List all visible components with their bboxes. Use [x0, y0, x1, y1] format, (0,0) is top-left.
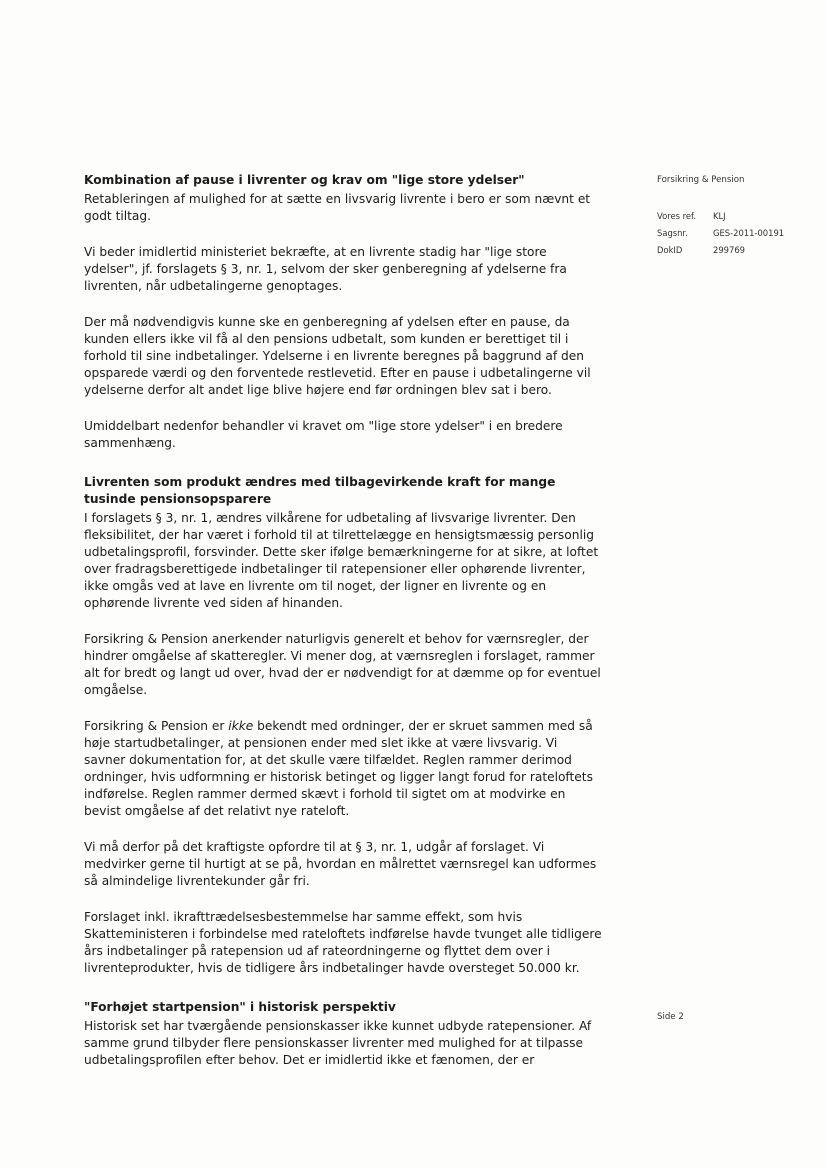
emphasis-text: ikke	[228, 719, 254, 733]
section-heading: Livrenten som produkt ændres med tilbagevirkende kraft for mange tusinde pensionsopsparere	[84, 475, 556, 506]
reference-label: Vores ref.	[657, 211, 697, 221]
paragraph: Forslaget inkl. ikrafttrædelsesbestemmelse har samme effekt, som hvis Skatteministeren i forbindelse med rateloftets indførelse havde tvunget alle tidligere års indbetalinger på ratepension ud af rateordningerne og flyttet dem over i livrenteprodukter, hvis de tidligere års indbetalinger havde oversteget 50.000 kr.	[84, 910, 602, 975]
doc-id-label: DokID	[657, 245, 683, 255]
reference-row	[657, 208, 784, 225]
section-heading: "Forhøjet startpension" i historisk perspektiv	[84, 1000, 396, 1014]
page-number: Side 2	[657, 1012, 684, 1022]
sender-organization: Forsikring & Pension	[657, 175, 745, 185]
case-number-row	[657, 225, 784, 242]
doc-id-row	[657, 242, 784, 259]
paragraph: Umiddelbart nedenfor behandler vi kravet om "lige store ydelser" i en bredere sammenhæng.	[84, 419, 563, 450]
paragraph: Historisk set har tværgående pensionskasser ikke kunnet udbyde ratepensioner. Af samme grund tilbyder flere pensionskasser livrenter med mulighed for at tilpasse udbetalingsprofilen efter behov. Det er imidlertid ikke et fænomen, der er	[84, 1019, 592, 1067]
doc-id-value: 299769	[713, 245, 745, 255]
paragraph: Vi beder imidlertid ministeriet bekræfte, at en livrente stadig har "lige store ydelser", jf. forslagets § 3, nr. 1, selvom der sker genberegning af ydelserne fra livrenten, når udbetalingerne genoptages.	[84, 245, 567, 293]
reference-value: KLJ	[713, 211, 726, 221]
paragraph: Der må nødvendigvis kunne ske en genberegning af ydelsen efter en pause, da kunden ellers ikke vil få al den pensions udbetalt, som kunden er berettiget til i forhold til sine indbetalinger. Ydelserne i en livrente beregnes på baggrund af den opsparede værdi og den forventede restlevetid. Efter en pause i udbetalingerne vil ydelserne derfor alt andet lige blive højere end før ordningen blev sat i bero.	[84, 315, 591, 397]
paragraph: Retableringen af mulighed for at sætte en livsvarig livrente i bero er som nævnt et godt tiltag.	[84, 192, 591, 223]
paragraph: Vi må derfor på det kraftigste opfordre til at § 3, nr. 1, udgår af forslaget. Vi medvirker gerne til hurtigt at se på, hvordan en målrettet værnsregel kan udformes så almindelige livrentekunder går fri.	[84, 840, 597, 888]
case-number-label: Sagsnr.	[657, 228, 688, 238]
case-number-value: GES-2011-00191	[713, 228, 785, 238]
paragraph	[84, 718, 602, 820]
section-heading: Kombination af pause i livrenter og krav om "lige store ydelser"	[84, 173, 525, 187]
text-run: Forsikring & Pension er	[84, 719, 229, 733]
text-run: bekendt med ordninger, der er skruet sammen med så høje startudbetalinger, at pensionen ender med slet ikke at være livsvarig. Vi savner dokumentation for, at det skulle være tilfældet. Reglen rammer derimod ordninger, hvis udformning er historisk betinget og ligger langt forud for rateloftets indførelse. Reglen rammer dermed skævt i forhold til sigtet om at modvirke en bevist omgåelse af det relativt nye rateloft.	[84, 719, 593, 818]
reference-block	[657, 208, 784, 259]
paragraph: I forslagets § 3, nr. 1, ændres vilkårene for udbetaling af livsvarige livrenter. Den fleksibilitet, der har været i forhold til at tilrettelægge en hensigtsmæssig personlig udbetalingsprofil, forsvinder. Dette sker ifølge bemærkningerne for at sikre, at loftet over fradragsberettigede indbetalinger til ratepensioner eller ophørende livrenter, ikke omgås ved at lave en livrente om til noget, der ligner en livrente og en ophørende livrente ved siden af hinanden.	[84, 511, 599, 610]
document-body	[84, 172, 602, 1069]
paragraph: Forsikring & Pension anerkender naturligvis generelt et behov for værnsregler, der hindrer omgåelse af skatteregler. Vi mener dog, at værnsreglen i forslaget, rammer alt for bredt og langt ud over, hvad der er nødvendigt for at dæmme op for eventuel omgåelse.	[84, 632, 601, 697]
